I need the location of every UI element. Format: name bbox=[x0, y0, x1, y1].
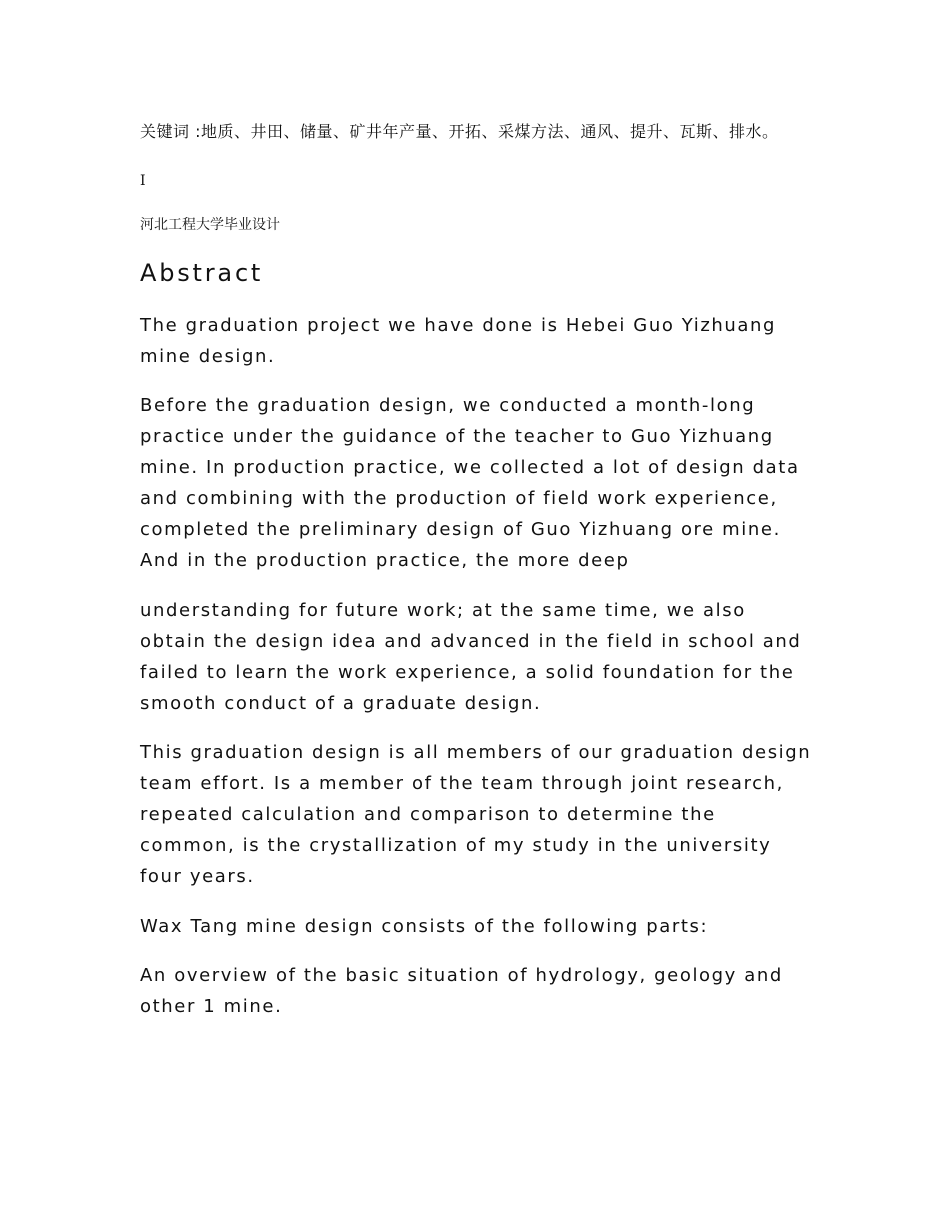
abstract-paragraph: This graduation design is all members of our graduation design team effort. Is a member of the team through joint research, repeated calculation and comparison to determine the common, is the crystallization of my study in the university four years. bbox=[140, 742, 812, 887]
abstract-paragraph: understanding for future work; at the same time, we also obtain the design idea and advanced in the field in school and failed to learn the work experience, a solid foundation for the smooth conduct of a graduate design. bbox=[140, 600, 802, 714]
page-header: 河北工程大学毕业设计 bbox=[140, 217, 280, 233]
abstract-paragraph: An overview of the basic situation of hydrology, geology and other 1 mine. bbox=[140, 965, 783, 1017]
page-number: I bbox=[140, 173, 146, 189]
keywords-line: 关键词 :地质、井田、储量、矿井年产量、开拓、采煤方法、通风、提升、瓦斯、排水。 bbox=[140, 122, 779, 141]
abstract-heading: Abstract bbox=[140, 259, 264, 287]
abstract-paragraph: The graduation project we have done is Hebei Guo Yizhuang mine design. bbox=[140, 315, 777, 367]
abstract-paragraph: Before the graduation design, we conducted a month-long practice under the guidance of the teacher to Guo Yizhuang mine. In production practice, we collected a lot of design data and combining with the production of field work experience, completed the preliminary design of Guo Yizhuang ore mine. And in the production practice, the more deep bbox=[140, 395, 800, 571]
document-body bbox=[140, 118, 815, 1022]
abstract-paragraph: Wax Tang mine design consists of the following parts: bbox=[140, 916, 709, 937]
